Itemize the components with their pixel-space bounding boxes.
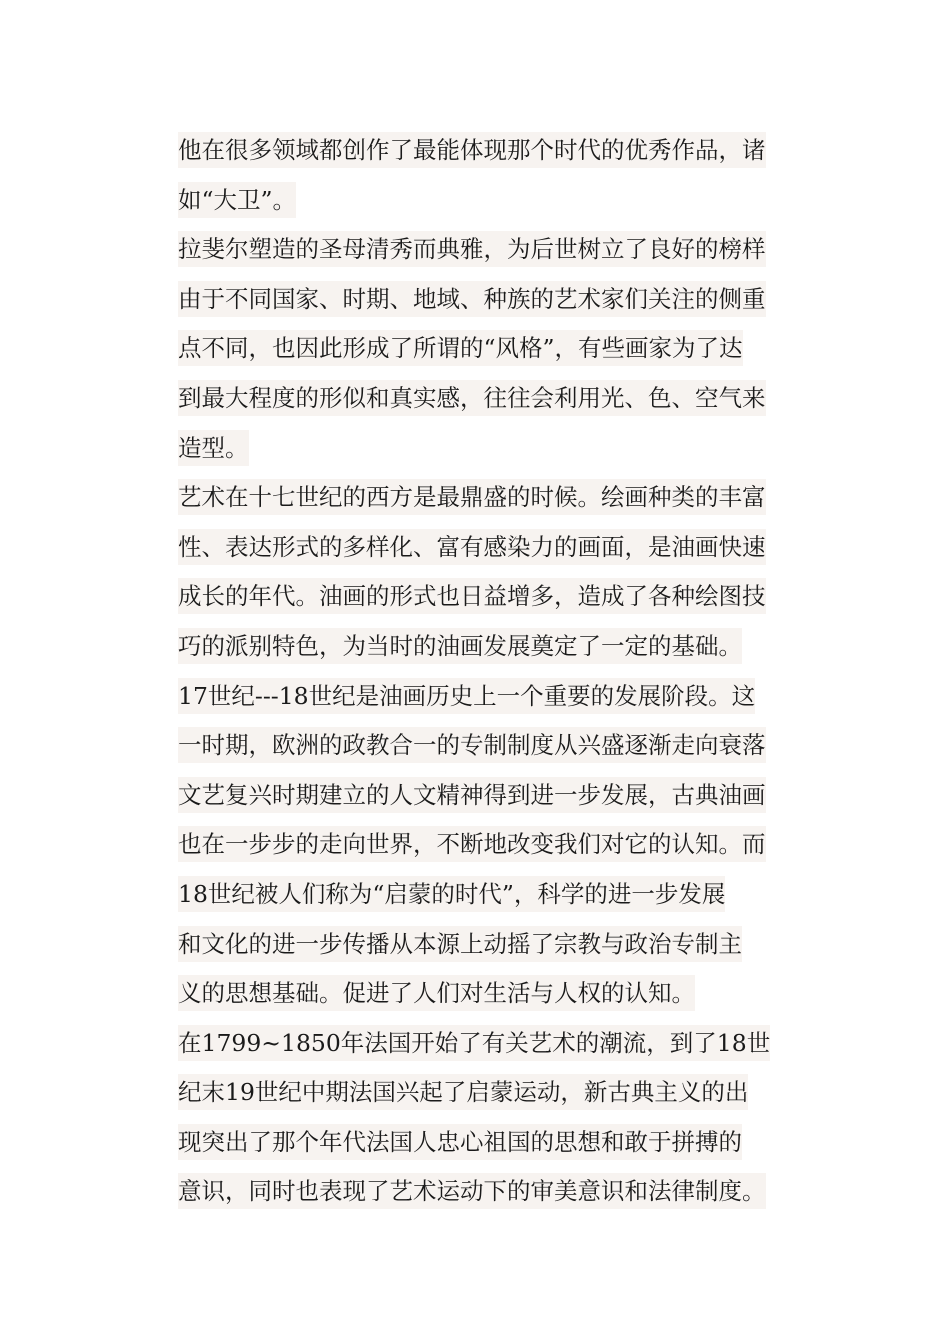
text-line-content: 和文化的进一步传播从本源上动摇了宗教与政治专制主	[178, 926, 742, 962]
text-line	[178, 324, 812, 374]
text-line-content: 18世纪被人们称为“启蒙的时代”，科学的进一步发展	[178, 876, 725, 912]
text-line	[178, 920, 812, 970]
text-line-content: 在1799~1850年法国开始了有关艺术的潮流，到了18世	[178, 1025, 770, 1061]
text-line-content: 义的思想基础。促进了人们对生活与人权的认知。	[178, 975, 695, 1011]
text-line	[178, 473, 812, 523]
text-line	[178, 275, 812, 325]
text-line-content: 点不同，也因此形成了所谓的“风格”，有些画家为了达	[178, 330, 743, 366]
text-line	[178, 870, 812, 920]
text-line-content: 艺术在十七世纪的西方是最鼎盛的时候。绘画种类的丰富	[178, 479, 766, 515]
text-line-content: 一时期，欧洲的政教合一的专制制度从兴盛逐渐走向衰落	[178, 727, 766, 763]
text-line	[178, 820, 812, 870]
text-line	[178, 622, 812, 672]
text-line-content: 也在一步步的走向世界，不断地改变我们对它的认知。而	[178, 826, 766, 862]
text-line	[178, 1167, 812, 1217]
text-line-content: 成长的年代。油画的形式也日益增多，造成了各种绘图技	[178, 578, 766, 614]
text-line	[178, 672, 812, 722]
text-line-content: 如“大卫”。	[178, 182, 296, 218]
text-line	[178, 176, 812, 226]
text-line	[178, 572, 812, 622]
text-line	[178, 374, 812, 424]
text-line-content: 17世纪---18世纪是油画历史上一个重要的发展阶段。这	[178, 678, 755, 714]
text-line	[178, 424, 812, 474]
text-line	[178, 126, 812, 176]
text-line-content: 文艺复兴时期建立的人文精神得到进一步发展，古典油画	[178, 777, 766, 813]
text-line-content: 到最大程度的形似和真实感，往往会利用光、色、空气来	[178, 380, 766, 416]
text-line	[178, 1068, 812, 1118]
text-line-content: 他在很多领域都创作了最能体现那个时代的优秀作品，诸	[178, 132, 766, 168]
text-line	[178, 969, 812, 1019]
text-line-content: 意识，同时也表现了艺术运动下的审美意识和法律制度。	[178, 1173, 766, 1209]
text-line	[178, 771, 812, 821]
text-line	[178, 1118, 812, 1168]
document-body	[178, 126, 812, 1217]
text-line-content: 现突出了那个年代法国人忠心祖国的思想和敢于拼搏的	[178, 1124, 742, 1160]
text-line	[178, 721, 812, 771]
text-line-content: 造型。	[178, 430, 249, 466]
text-line	[178, 1019, 812, 1069]
text-line-content: 巧的派别特色，为当时的油画发展奠定了一定的基础。	[178, 628, 742, 664]
text-line	[178, 225, 812, 275]
text-line-content: 拉斐尔塑造的圣母清秀而典雅，为后世树立了良好的榜样	[178, 231, 766, 267]
text-line-content: 由于不同国家、时期、地域、种族的艺术家们关注的侧重	[178, 281, 766, 317]
text-line	[178, 523, 812, 573]
text-line-content: 性、表达形式的多样化、富有感染力的画面，是油画快速	[178, 529, 766, 565]
text-line-content: 纪末19世纪中期法国兴起了启蒙运动，新古典主义的出	[178, 1074, 748, 1110]
